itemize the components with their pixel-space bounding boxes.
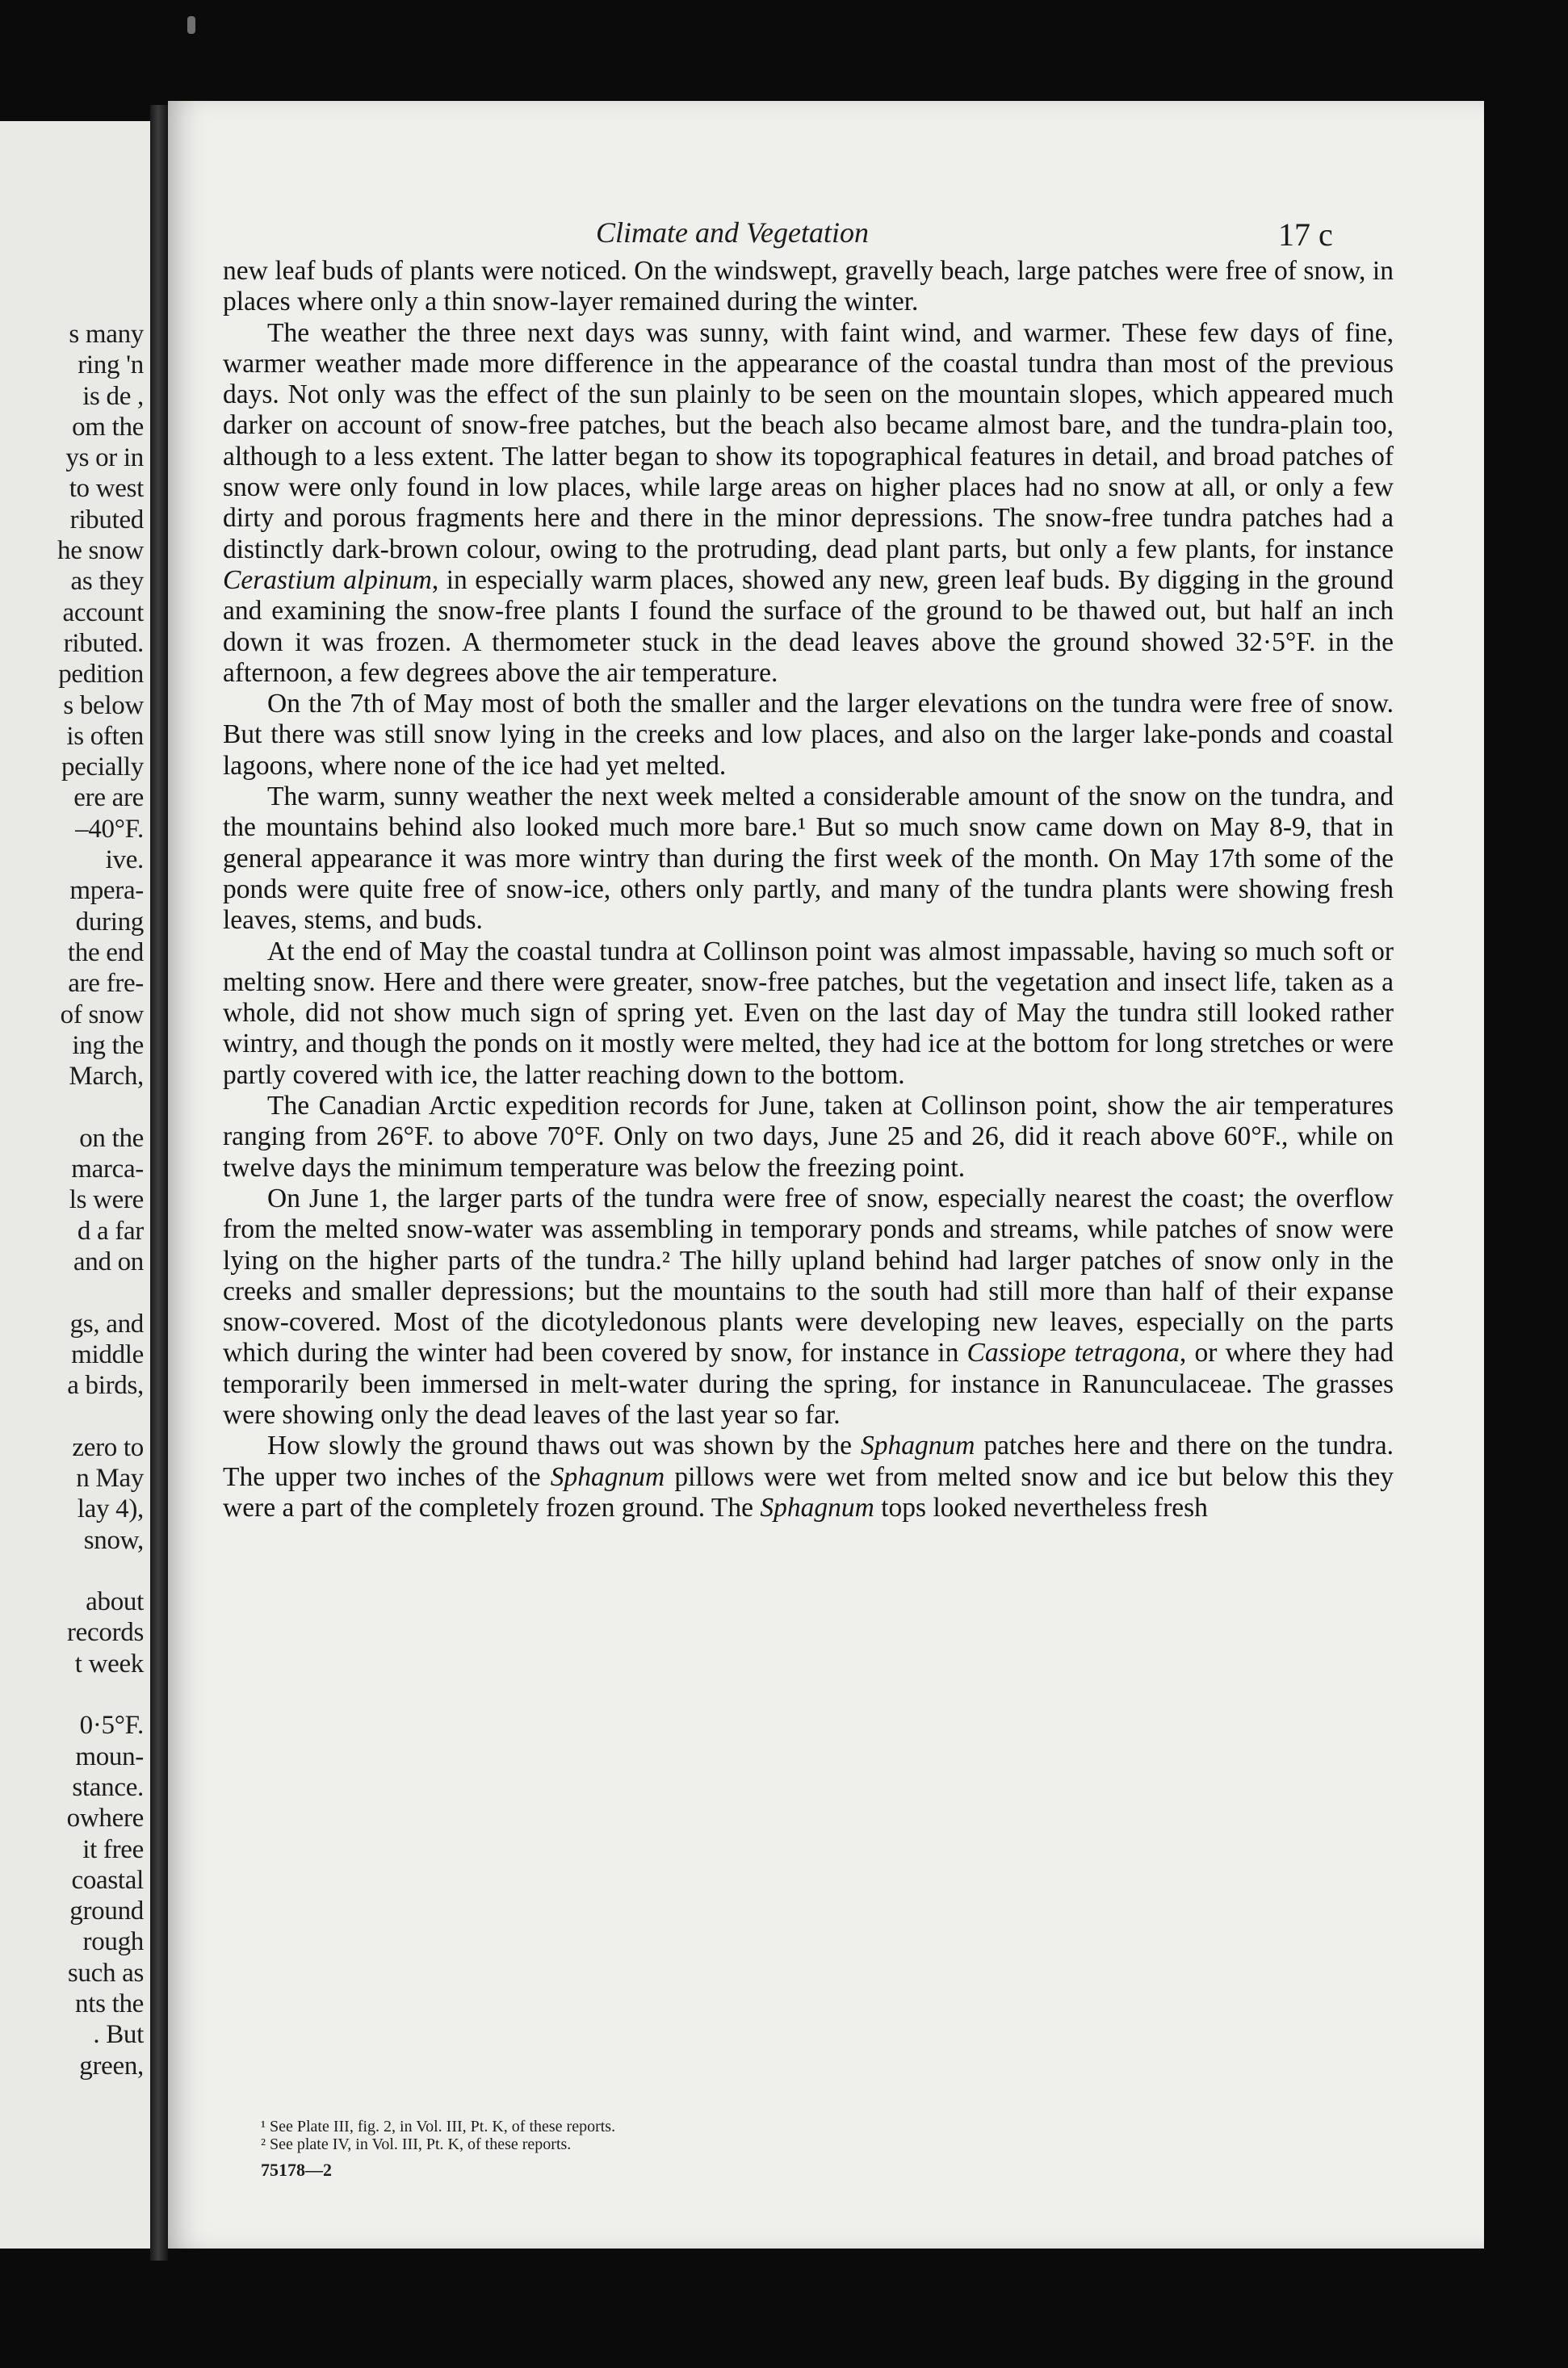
previous-page-fragment [0, 121, 151, 2249]
scan-dust-mark [187, 16, 195, 34]
previous-page-line: moun- [75, 1741, 144, 1771]
previous-page-line: pecially [61, 752, 144, 782]
footnote: ¹ See Plate III, fig. 2, in Vol. III, Pt. K, of these reports. [261, 2118, 616, 2135]
previous-page-line: ributed. [63, 628, 144, 658]
paragraph: The Canadian Arctic expedition records for June, taken at Collinson point, show the air temperatures ranging from 26°F. to above 70°F. Only on two days, June 25 and 26, did it reach above 60°F., while on twelve days the minimum temperature was below the freezing point. [223, 1091, 1394, 1183]
previous-page-line: green, [79, 2051, 144, 2081]
previous-page-line: rough [82, 1927, 144, 1957]
previous-page-line: ere are [73, 783, 144, 813]
previous-page-line: of snow [60, 1000, 144, 1029]
previous-page-line: March, [69, 1062, 144, 1092]
previous-page-line: nts the [75, 1989, 144, 2019]
previous-page-line: marca- [71, 1155, 144, 1184]
previous-page-line: d a far [77, 1216, 144, 1246]
previous-page-line: during [75, 907, 144, 937]
book-gutter [150, 105, 168, 2261]
previous-page-line: ing the [72, 1030, 144, 1060]
body-text [223, 256, 1394, 1523]
paragraph: The weather the three next days was sunny, with faint wind, and warmer. These few days of fine, warmer weather made more difference in the appearance of the coastal tundra than most of the previous days. Not only was the effect of the sun plainly to be seen on the mountain slopes, which appeared much darker on account of snow-free patches, but the beach also became almost bare, and the tundra-plain too, although to a less extent. The latter began to show its topographical features in detail, and broad patches of snow were only found in low places, while large areas on higher places had no snow at all, or only a few dirty and porous fragments here and there in the minor depressions. The snow-free tundra patches had a distinctly dark-brown colour, owing to the protruding, dead plant parts, but only a few plants, for instance Cerastium alpinum, in especially warm places, showed any new, green leaf buds. By digging in the ground and examining the snow-free plants I found the surface of the ground to be thawed out, but half an inch down it was frozen. A thermometer stuck in the dead leaves above the ground showed 32·5°F. in the afternoon, a few degrees above the air temperature. [223, 317, 1394, 688]
previous-page-line: a birds, [67, 1371, 144, 1401]
paragraph: How slowly the ground thaws out was shown by the Sphagnum patches here and there on the tundra. The upper two inches of the Sphagnum pillows were wet from melted snow and ice but below this they were a part of the completely frozen ground. The Sphagnum tops looked nevertheless fresh [223, 1431, 1394, 1523]
paragraph: On the 7th of May most of both the smaller and the larger elevations on the tundra were free of snow. But there was still snow lying in the creeks and low places, and also on the larger lake-ponds and coastal lagoons, where none of the ice had yet melted. [223, 689, 1394, 781]
previous-page-line: ls were [69, 1185, 144, 1215]
previous-page-text [0, 319, 144, 2081]
running-head [168, 216, 1484, 252]
previous-page-line: the end [67, 937, 144, 967]
previous-page-line: stance. [72, 1772, 144, 1802]
previous-page-line: records [66, 1618, 144, 1648]
previous-page-line: lay 4), [77, 1494, 144, 1524]
previous-page-line: . But [93, 2020, 144, 2050]
previous-page-line: it free [82, 1834, 144, 1864]
previous-page-line: pedition [58, 660, 144, 689]
running-title: Climate and Vegetation [596, 216, 869, 249]
previous-page-line: s many [69, 320, 144, 349]
page-number: 17 c [1278, 216, 1333, 253]
previous-page-line: s below [63, 690, 144, 720]
paragraph: new leaf buds of plants were noticed. On the windswept, gravelly beach, large patches were free of snow, in places where only a thin snow-layer remained during the winter. [223, 256, 1394, 317]
previous-page-line [0, 1401, 144, 1431]
previous-page-line: zero to [72, 1432, 144, 1462]
footnotes [261, 2118, 987, 2153]
previous-page-line: snow, [83, 1525, 144, 1555]
footnote: ² See plate IV, in Vol. III, Pt. K, of these reports. [261, 2135, 572, 2153]
previous-page-line: om the [72, 412, 144, 442]
previous-page-line: coastal [71, 1865, 144, 1895]
previous-page-line [0, 1556, 144, 1586]
previous-page-line: n May [76, 1463, 144, 1493]
previous-page-line: ributed [69, 505, 144, 534]
previous-page-line: is de , [82, 381, 144, 411]
previous-page-line [0, 1277, 144, 1308]
previous-page-line: t week [74, 1649, 144, 1679]
paragraph: At the end of May the coastal tundra at Collinson point was almost impassable, having so much soft or melting snow. Here and there were greater, snow-free patches, but the vegetation and insect life, taken as a whole, did not show much sign of spring yet. Even on the last day of May the tundra still looked rather wintry, and though the ponds on it mostly were melted, they had ice at the bottom for long stretches or were partly covered with ice, the latter reaching down to the bottom. [223, 936, 1394, 1090]
previous-page-line: mpera- [69, 876, 144, 906]
previous-page-line: he snow [57, 536, 144, 566]
previous-page-line: 0·5°F. [79, 1711, 144, 1741]
previous-page-line: ive. [105, 845, 144, 875]
previous-page-line: about [86, 1587, 144, 1617]
previous-page-line: ground [69, 1896, 144, 1926]
previous-page-line [0, 1679, 144, 1710]
previous-page-line: such as [67, 1958, 144, 1988]
previous-page-line: –40°F. [75, 814, 144, 844]
paragraph: On June 1, the larger parts of the tundra were free of snow, especially nearest the coast; the overflow from the melted snow-water was assembling in temporary ponds and streams, while patches of snow were lying on the higher parts of the tundra.² The hilly upland behind had larger patches of snow only in the creeks and smaller depressions; but the mountains to the south had still more than half of their expanse snow-covered. Most of the dicotyledonous plants were developing new leaves, especially on the parts which during the winter had been covered by snow, for instance in Cassiope tetragona, or where they had temporarily been immersed in melt-water during the spring, for instance in Ranunculaceae. The grasses were showing only the dead leaves of the last year so far. [223, 1183, 1394, 1430]
previous-page-line: ring 'n [78, 350, 144, 380]
previous-page-line: to west [69, 474, 144, 504]
previous-page-line: and on [73, 1247, 144, 1276]
previous-page-line: is often [66, 721, 144, 751]
paragraph: The warm, sunny weather the next week melted a considerable amount of the snow on the tundra, and the mountains behind also looked much more bare.¹ But so much snow came down on May 8-9, that in general appearance it was more wintry than during the first week of the month. On May 17th some of the ponds were quite free of snow-ice, others only partly, and many of the tundra plants were showing fresh leaves, stems, and buds. [223, 782, 1394, 936]
previous-page-line: are fre- [68, 969, 144, 999]
book-page [168, 101, 1484, 2249]
previous-page-line: as they [70, 567, 144, 597]
previous-page-line: on the [79, 1123, 144, 1153]
previous-page-line: gs, and [69, 1309, 144, 1339]
previous-page-line: middle [71, 1339, 144, 1369]
previous-page-line [0, 1092, 144, 1122]
previous-page-line: account [62, 597, 144, 627]
previous-page-line: ys or in [65, 443, 144, 473]
printer-signature-mark: 75178—2 [261, 2160, 332, 2180]
previous-page-line: owhere [66, 1804, 144, 1834]
